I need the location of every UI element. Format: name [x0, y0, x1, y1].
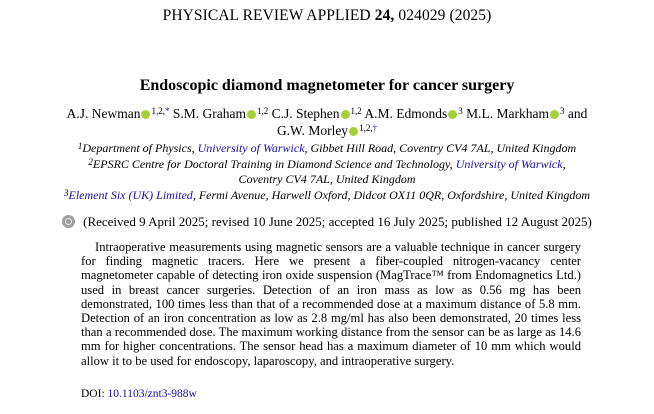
- corresponding-mark[interactable]: †: [372, 123, 378, 133]
- affiliation-link[interactable]: University of Warwick: [455, 157, 563, 171]
- author: A.M. Edmonds $^3$: [364, 106, 463, 121]
- orcid-icon[interactable]: [550, 110, 559, 119]
- author: A.J. Newman $^{1,2,*}$: [66, 106, 170, 121]
- orcid-icon[interactable]: [341, 110, 350, 119]
- affiliation-3: $^3$Element Six (UK) Limited, Fermi Avenue, Harwell Oxford, Didcot OX11 0QR, Oxfordshire, United Kingdom: [64, 188, 590, 202]
- article-id: 024029 (2025): [398, 7, 492, 24]
- author: S.M. Graham $^{1,2}$: [172, 106, 269, 121]
- author-list: [40, 105, 614, 139]
- authors-and: and: [567, 106, 588, 121]
- affiliation-2: $^2$EPSRC Centre for Doctoral Training in Diamond Science and Technology, University of Warwick, Coventry CV4 7AL, United Kingdom: [88, 157, 566, 186]
- journal-header: [0, 7, 654, 25]
- affiliation-link[interactable]: Element Six (UK) Limited: [68, 188, 193, 202]
- orcid-icon[interactable]: [141, 110, 150, 119]
- check-for-updates-icon[interactable]: [62, 215, 75, 228]
- orcid-icon[interactable]: [349, 127, 358, 136]
- affiliation-link[interactable]: University of Warwick: [197, 141, 305, 155]
- journal-name: PHYSICAL REVIEW APPLIED: [162, 7, 371, 24]
- orcid-icon[interactable]: [448, 110, 457, 119]
- doi-label: DOI:: [81, 388, 105, 400]
- doi: [81, 388, 197, 400]
- author: C.J. Stephen $^{1,2}$: [271, 106, 362, 121]
- received-dates: (Received 9 April 2025; revised 10 June 2025; accepted 16 July 2025; published 12 August 2025): [0, 214, 654, 230]
- author: G.W. Morley $^{1,2,\dagger}$: [276, 123, 378, 138]
- affiliation-1: $^1$Department of Physics, University of Warwick, Gibbet Hill Road, Coventry CV4 7AL, United Kingdom: [77, 141, 577, 155]
- corresponding-mark[interactable]: *: [164, 106, 170, 116]
- doi-link[interactable]: 10.1103/znt3-988w: [107, 388, 197, 400]
- abstract: Intraoperative measurements using magnetic sensors are a valuable technique in cancer surgery for finding magnetic tracers. Here we present a fiber-coupled nitrogen-vacancy center magnetometer capable of detecting iron oxide suspension (MagTrace™ from Endomagnetics Ltd.) used in breast cancer surgeries. Detection of an iron mass as low as 0.56 mg has been demonstrated, 100 times less than that of a recommended dose at a maximum distance of 5.8 mm. Detection of an iron concentration as low as 2.8 mg/ml has also been demonstrated, 20 times less than a recommended dose. The maximum working distance from the sensor can be as large as 14.6 mm for higher concentrations. The sensor head has a maximum diameter of 10 mm which would allow it to be used for endoscopy, laparoscopy, and intraoperative surgery.: [81, 240, 581, 368]
- author: M.L. Markham $^3$: [466, 106, 565, 121]
- paper-title: Endoscopic diamond magnetometer for cancer surgery: [139, 77, 515, 94]
- journal-volume: 24,: [374, 7, 395, 24]
- orcid-icon[interactable]: [247, 110, 256, 119]
